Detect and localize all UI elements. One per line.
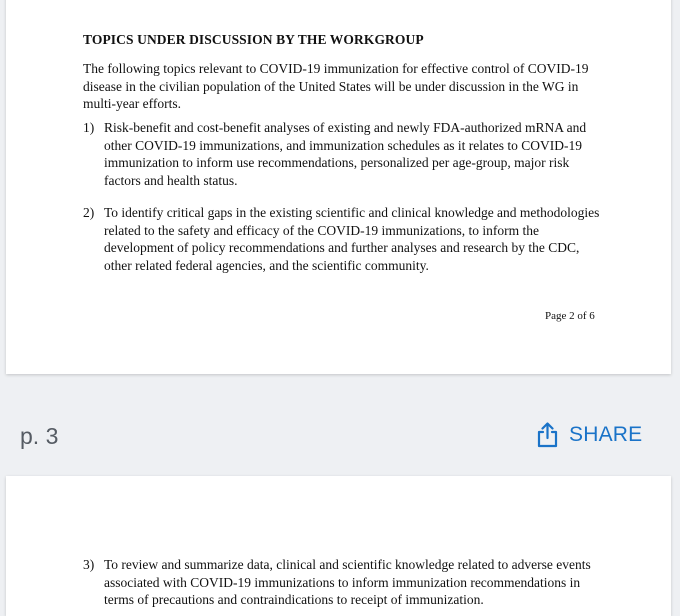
list-item-number: 1): [83, 120, 95, 135]
share-button[interactable]: [536, 422, 642, 448]
list-item-number: 3): [83, 557, 95, 572]
list-item-2: [83, 204, 603, 274]
list-item-text: To identify critical gaps in the existing scientific and clinical knowledge and methodologies related to the safety and efficacy of the COVID-19 immunizations, to inform the development of policy recommendations and further analyses and research by the CDC, other related federal agencies, and the scientific community.: [104, 205, 600, 273]
list-item-text: Risk-benefit and cost-benefit analyses of existing and newly FDA-authorized mRNA and other COVID-19 immunizations, and immunization schedules as it relates to COVID-19 immunization to inform use recommendations, personalized per age-group, major risk factors and health status.: [104, 120, 587, 188]
intro-paragraph: The following topics relevant to COVID-19 immunization for effective control of COVID-19 disease in the civilian population of the United States will be under discussion in the WG in multi-year efforts.: [83, 61, 589, 111]
list-item-number: 2): [83, 205, 95, 220]
section-heading: TOPICS UNDER DISCUSSION BY THE WORKGROUP: [83, 32, 424, 47]
list-item-text: To review and summarize data, clinical and scientific knowledge related to adverse events associated with COVID-19 immunizations to inform immunization recommendations in terms of precautions and contraindications to receipt of immunization.: [104, 557, 591, 607]
share-icon: [536, 422, 559, 448]
document-page-3: [6, 476, 671, 616]
list-item-1: [83, 119, 603, 189]
list-item-3: [83, 556, 603, 609]
page-number: Page 2 of 6: [545, 310, 595, 322]
page-label: p. 3: [20, 423, 59, 449]
document-page-2: [6, 0, 671, 374]
share-label: SHARE: [569, 423, 643, 446]
